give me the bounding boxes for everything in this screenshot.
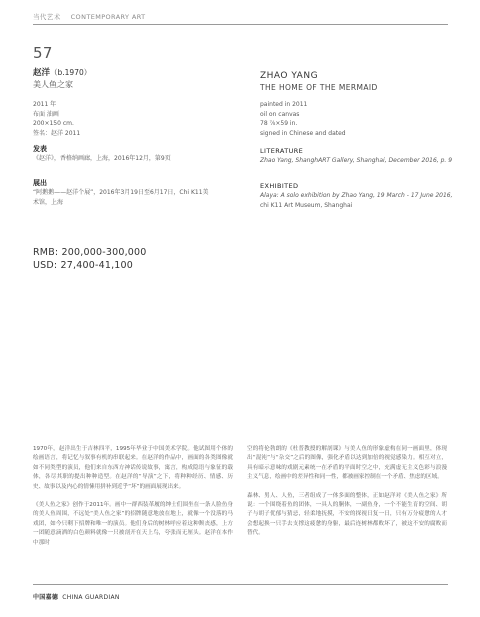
- zh-artist-name: [33, 67, 243, 79]
- footer-rule: [33, 584, 448, 585]
- zh-artist-name-text: 赵洋: [33, 68, 51, 78]
- zh-detail-size: 200×150 cm.: [33, 120, 74, 127]
- essay-left-column: [33, 445, 233, 557]
- zh-artist-dates: （b.1970）: [50, 68, 92, 77]
- zh-exhibited-line2: 术馆，上海: [33, 198, 64, 206]
- en-literature-text: Zhao Yang, ShanghART Gallery, Shanghai, December 2016, p. 9: [260, 157, 453, 164]
- en-artist-name: ZHAO YANG: [260, 71, 319, 81]
- en-exhibited: [260, 181, 460, 210]
- zh-artwork-title: 美人鱼之家: [33, 80, 73, 89]
- essay-paragraph: 1970年，赵洋出生于吉林四平，1995年毕业于中国美术学院。他试图用个体的绘画语言，将记忆与叙事有机的串联起来。在赵洋的作品中，画面的各类图像就如不同类型的演员，他们来自东西方神话传说故事，寓言，构成隐语与象征的载体，各尽其职的提出种种造型。在赵洋的“导演”之下，将种种经历、情感、历史、故事以及内心的情愫用拼补到近乎“坏”的画面展现出来。: [33, 446, 233, 490]
- estimate-rmb: RMB: 200,000-300,000: [33, 247, 147, 258]
- zh-detail-medium: 布面 油画: [33, 110, 59, 118]
- en-detail-size: 78 ⅞×59 in.: [260, 120, 298, 127]
- en-literature: [260, 146, 460, 166]
- en-details: [260, 100, 460, 138]
- en-exhibited-heading: EXHIBITED: [260, 182, 299, 190]
- zh-artist-block: [33, 67, 243, 91]
- essay-right-column: [247, 445, 447, 548]
- header-rule: [33, 24, 448, 25]
- en-detail-medium: oil on canvas: [260, 110, 300, 118]
- header-zh: 当代艺术: [33, 13, 61, 21]
- zh-literature-heading: 发表: [33, 145, 47, 153]
- zh-exhibited: [33, 178, 248, 207]
- essay-paragraph: 《美人鱼之家》创作于2011年。画中一群西装革履的绅士们围坐在一条人脸鱼身的美人鱼周围，不远处“美人鱼之家”的招牌随意地放在地上，就像一个没落的马戏团，如今只剩下招牌和唯一的演员。他们身后的树林呼应着这种颓丧感，上方一团随意滴洒的白色颜料就像一只被剖开在天上鸟，夸张而无厘头。赵洋在本作中那时: [33, 502, 233, 546]
- en-literature-heading: LITERATURE: [260, 147, 304, 155]
- en-detail-date: painted in 2011: [260, 101, 308, 108]
- en-exhibited-line2: chi K11 Art Museum, Shanghai: [260, 201, 353, 209]
- zh-literature: [33, 144, 243, 164]
- en-artwork-title: THE HOME OF THE MERMAID: [260, 83, 378, 92]
- zh-details: [33, 100, 233, 138]
- en-exhibited-line1: Alaya: A solo exhibition by Zhao Yang, 19 March - 17 June 2016,: [260, 192, 453, 199]
- page-footer: [33, 592, 120, 601]
- zh-exhibited-heading: 展出: [33, 179, 47, 187]
- zh-exhibited-line1: “阿鹅鹅——赵洋个展”，2016年3月19日至6月17日，Chi K11美: [33, 189, 209, 196]
- lot-number: 57: [33, 44, 53, 62]
- en-detail-signature: signed in Chinese and dated: [260, 129, 346, 137]
- page-header: [33, 12, 156, 21]
- footer-en: CHINA GUARDIAN: [62, 594, 120, 601]
- estimate-usd: USD: 27,400-41,100: [33, 260, 134, 271]
- zh-detail-signature: 签名：赵洋 2011: [33, 129, 81, 137]
- en-artist-block: [260, 70, 460, 94]
- zh-literature-text: 《赵洋》，香格纳画廊，上海，2016年12月，第9页: [33, 155, 171, 162]
- footer-zh: 中国嘉德: [33, 594, 59, 601]
- zh-detail-date: 2011 年: [33, 101, 57, 108]
- essay-paragraph: 森林、男人、人鱼，三者组成了一体多面的整体，正如赵洋对《美人鱼之家》所说：一个围绕着鱼的团体，一具人的胴体，一副鱼身，一个不能生育的空间、胡子与胡子优郁与猜忌，轻柔地抚摸，不安的探视日复一日，只有万分疲惫的人才会想起换一只手去支撑这疲惫的身躯，最后连树林都败坏了，被这不安的腐败而替代。: [247, 492, 447, 537]
- header-en: CONTEMPORARY ART: [70, 13, 146, 21]
- essay-paragraph: 空的将伦勃朗的《杜普教授的解剖课》与美人鱼的形象虚构在同一画面里，体现出“混沌”与“杂交”之后的图像，强化矛盾以达到加倍的视觉感染力。相互对立，具有暗示意味的戏剧元素统一在矛盾的平面时空之中，充满虚无主义色彩与浪漫主义气息，绘画中的差异性和同一性，都被画家控制在一个矛盾、焦虑的区域。: [247, 446, 447, 481]
- estimate: [33, 246, 147, 272]
